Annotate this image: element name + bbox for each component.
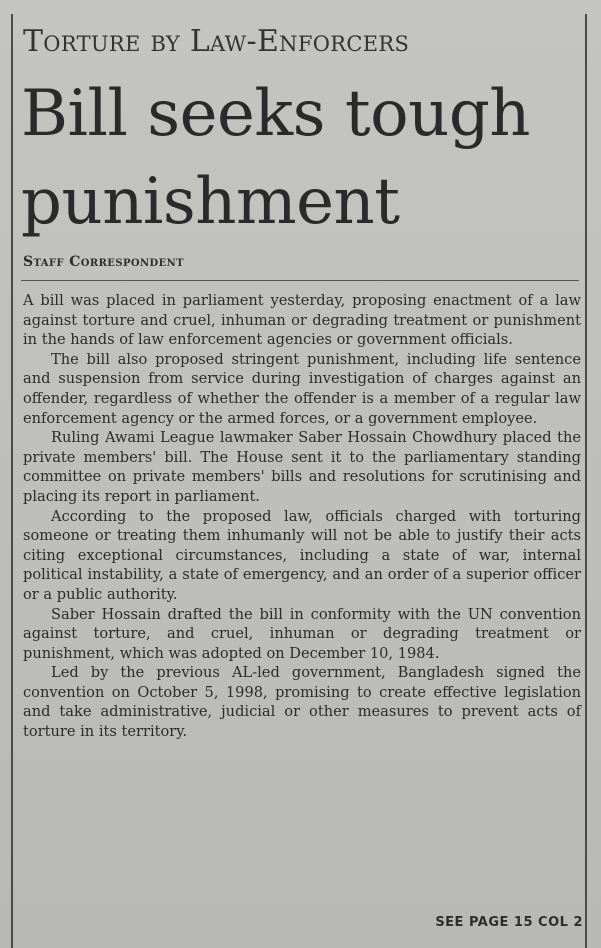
paragraph-3: Ruling Awami League lawmaker Saber Hossain Chowdhury placed the private members' bill. The House sent it to the parliamentary standing committee on private members' bills and resolutions for scrutinising and placing its report in parliament. <box>23 429 581 505</box>
column-rule-right <box>585 14 587 948</box>
article-body <box>23 291 581 742</box>
byline: Staff Correspondent <box>23 254 185 270</box>
kicker: Torture by Law-Enforcers <box>23 24 410 59</box>
paragraph-2: The bill also proposed stringent punishment, including life sentence and suspension from service during investigation of charges against an offender, regardless of whether the offender is a member of a regular law enforcement agency or the armed forces, or a government employee. <box>23 350 581 427</box>
column-rule-left <box>11 14 13 948</box>
paragraph-6: Led by the previous AL-led government, Bangladesh signed the convention on October 5, 1998, promising to create effective legislation and take administrative, judicial or other measures to prevent acts of torture in its territory. <box>23 664 581 741</box>
headline: Bill seeks tough punishment <box>21 77 530 239</box>
byline-divider <box>21 280 579 281</box>
continuation-note: SEE PAGE 15 COL 2 <box>435 915 583 930</box>
paragraph-5: Saber Hossain drafted the bill in conformity with the UN convention against torture, and cruel, inhuman or degrading treatment or punishment, which was adopted on December 10, 1984. <box>23 605 581 662</box>
paragraph-1: A bill was placed in parliament yesterday, proposing enactment of a law against torture and cruel, inhuman or degrading treatment or punishment in the hands of law enforcement agencies or government officials. <box>23 292 581 349</box>
paragraph-4: According to the proposed law, officials charged with torturing someone or treating them inhumanly will not be able to justify their acts citing exceptional circumstances, including a state of war, internal political instability, a state of emergency, and an order of a superior officer or a public authority. <box>23 507 581 603</box>
